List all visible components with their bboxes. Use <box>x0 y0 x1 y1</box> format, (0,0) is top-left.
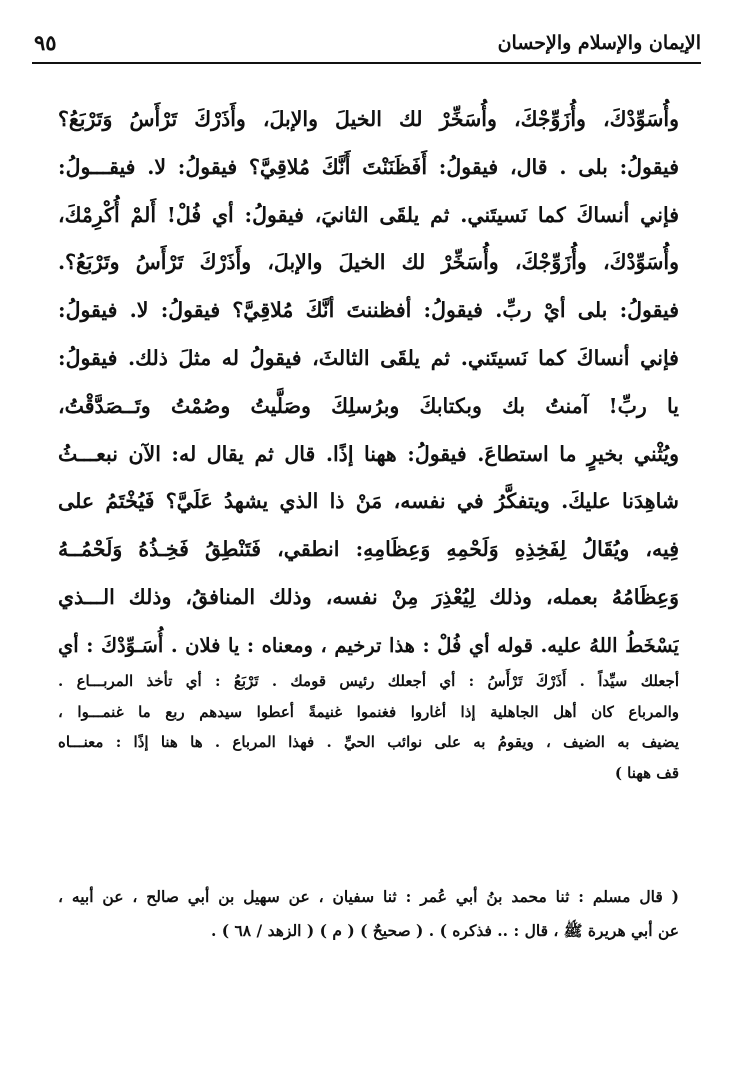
text-line: يَسْخَطُ اللهُ عليه. قوله أي فُلْ : هذا ترخيم ، ومعناه : يا فلان . أُسَـوِّدْكَ : أي <box>58 633 679 657</box>
text-line: يا ربِّ! آمنتُ بك وبكتابكَ وبرُسلِكَ وصَلَّيتُ وصُمْتُ وتَــصَدَّقْتُ، <box>58 393 679 418</box>
text-line: فيقولُ: بلى . قال، فيقولُ: أَفَظَنَنْتَ أَنَّكَ مُلاقِيَّ؟ فيقولُ: لا. فيقـــولُ: <box>58 154 679 179</box>
note-line: قف ههنا ) <box>614 763 679 782</box>
text-line: شاهِدَنا عليكَ. ويتفكَّرُ في نفسه، مَنْ ذا الذي يشهدُ عَلَيَّ؟ فَيُخْتَمُ على <box>58 489 679 514</box>
text-line: وأُسَوِّدْكَ، وأُزَوِّجْكَ، وأُسَخِّرْ لك الخيلَ والإبلَ، وأَذَرْكَ تَرْأَسُ وَتَرْبَعُ؟ <box>58 107 679 131</box>
running-title: الإيمان والإسلام والإحسان <box>497 32 701 54</box>
citation-line: عن أبي هريرة ﷺ ، قال : .. فذكره ) . ( صحيحٌ ) ( م ) ( الزهد / ٦٨ ) . <box>210 921 679 940</box>
text-line: فِيه، ويُقَالُ لِفَخِذِهِ وَلَحْمِهِ وَعِظَامِهِ: انطقي، فَتَنْطِقُ فَخِـذُهُ وَلَحْمُــهُ <box>58 537 679 562</box>
text-line: فيقولُ: بلى أيْ ربِّ. فيقولُ: أفظننتَ أنَّكَ مُلاقِيَّ؟ فيقولُ: لا. فيقولُ: <box>58 298 679 323</box>
main-text-block <box>58 96 679 670</box>
page-number: ٩٥ <box>34 30 57 55</box>
text-line: وَعِظَامُهُ بعمله، وذلك لِيُعْذِرَ مِنْ نفسه، وذلك المنافقُ، وذلك الـــذي <box>58 584 679 609</box>
note-line: يضيف به الضيف ، ويقومُ به على نوائب الحيِّ . فهذا المرباع . ها هنا إذًا : معنـــاه <box>58 733 679 752</box>
note-line: أجعلك سيِّداً . أَذَرْكَ تَرْأَسُ : أي أجعلك رئيس قومك . تَرْبَعُ : أي تأخذ المربـــاع . <box>58 672 679 690</box>
text-line: ويُثْني بخيرٍ ما استطاعَ. فيقولُ: ههنا إذًا. قال ثم يقال له: الآن نبعـــثُ <box>58 441 679 466</box>
citation-line: ( قال مسلم : ثنا محمد بنُ أبي عُمر : ثنا سفيان ، عن سهيل بن أبي صالح ، عن أبيه ، <box>58 887 679 906</box>
text-line: وأُسَوِّدْكَ، وأُزَوِّجْكَ، وأُسَخِّرْ لك الخيلَ والإبلَ، وأَذَرْكَ تَرْأَسُ وتَرْبَعُ؟. <box>58 250 679 275</box>
source-citation <box>58 880 679 948</box>
text-line: فإني أنساكَ كما نَسيتَني. ثم يلقَى الثانيَ، فيقولُ: أي فُلْ! أَلمْ أُكْرِمْكَ، <box>58 202 679 227</box>
page-header <box>32 28 701 62</box>
text-line: فإني أنساكَ كما نَسيتَني. ثم يلقَى الثالثَ، فيقولُ له مثلَ ذلك. فيقولُ: <box>58 345 679 370</box>
header-divider <box>32 62 701 64</box>
note-line: والمرباع كان أهل الجاهلية إذا أغاروا فغنموا غنيمةً أعطوا سيدهم ربع ما غنمـــوا ، <box>58 702 679 721</box>
explanatory-notes <box>58 666 679 788</box>
